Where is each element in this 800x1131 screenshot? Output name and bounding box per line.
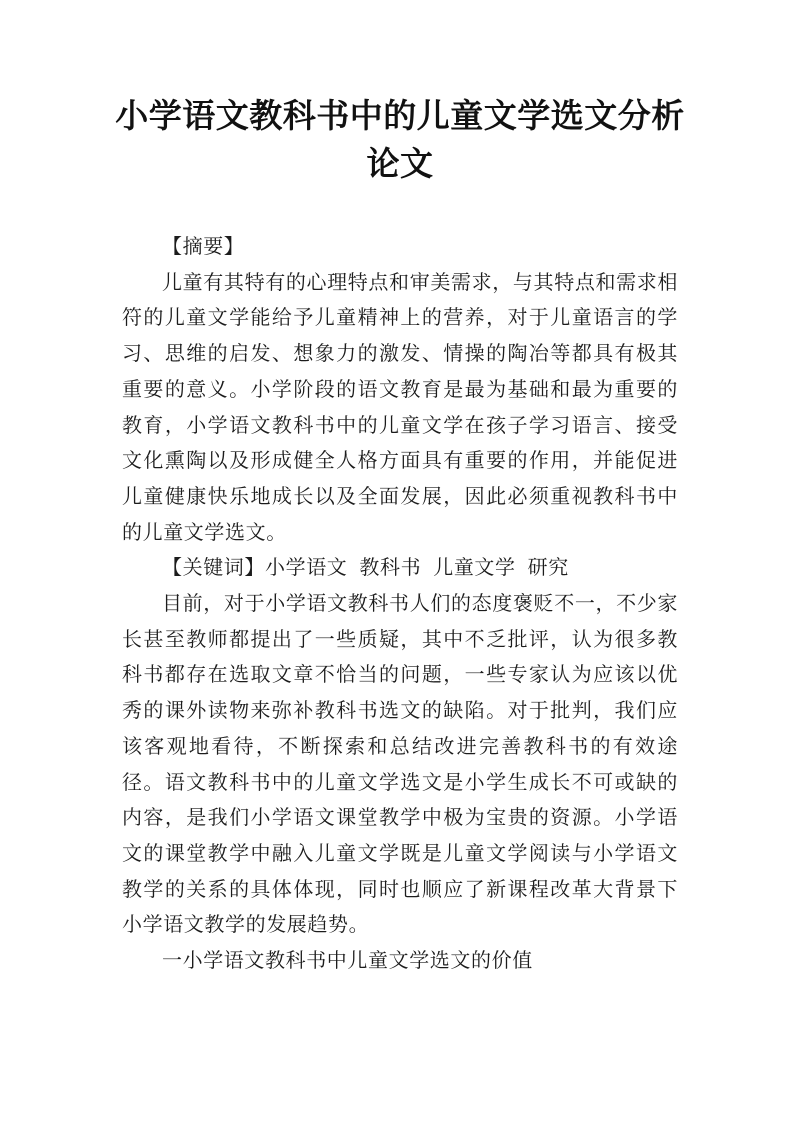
- abstract-paragraph: 儿童有其特有的心理特点和审美需求，与其特点和需求相符的儿童文学能给予儿童精神上的营养，对于儿童语言的学习、思维的启发、想象力的激发、情操的陶冶等都具有极其重要的意义。小学阶段的语文教育是最为基础和最为重要的教育，小学语文教科书中的儿童文学在孩子学习语言、接受文化熏陶以及形成健全人格方面具有重要的作用，并能促进儿童健康快乐地成长以及全面发展，因此必须重视教科书中的儿童文学选文。: [122, 269, 678, 544]
- document-body: [122, 229, 678, 979]
- keyword-item: 儿童文学: [433, 555, 516, 580]
- document-title: 小学语文教科书中的儿童文学选文分析论文: [115, 96, 685, 183]
- abstract-label: 【摘要】: [162, 234, 245, 258]
- keyword-item: 教科书: [359, 555, 422, 580]
- keywords-line: [122, 550, 678, 586]
- section-heading: 一小学语文教科书中儿童文学选文的价值: [162, 948, 533, 973]
- keyword-item: 研究: [527, 555, 569, 580]
- intro-paragraph: 目前，对于小学语文教科书人们的态度褒贬不一，不少家长甚至教师都提出了一些质疑，其中不乏批评，认为很多教科书都存在选取文章不恰当的问题，一些专家认为应该以优秀的课外读物来弥补教科书选文的缺陷。对于批判，我们应该客观地看待，不断探索和总结改进完善教科书的有效途径。语文教科书中的儿童文学选文是小学生成长不可或缺的内容，是我们小学语文课堂教学中极为宝贵的资源。小学语文的课堂教学中融入儿童文学既是儿童文学阅读与小学语文教学的关系的具体体现，同时也顺应了新课程改革大背景下小学语文教学的发展趋势。: [122, 591, 678, 937]
- keywords-label: 【关键词】: [162, 555, 265, 580]
- keyword-item: 小学语文: [265, 555, 348, 580]
